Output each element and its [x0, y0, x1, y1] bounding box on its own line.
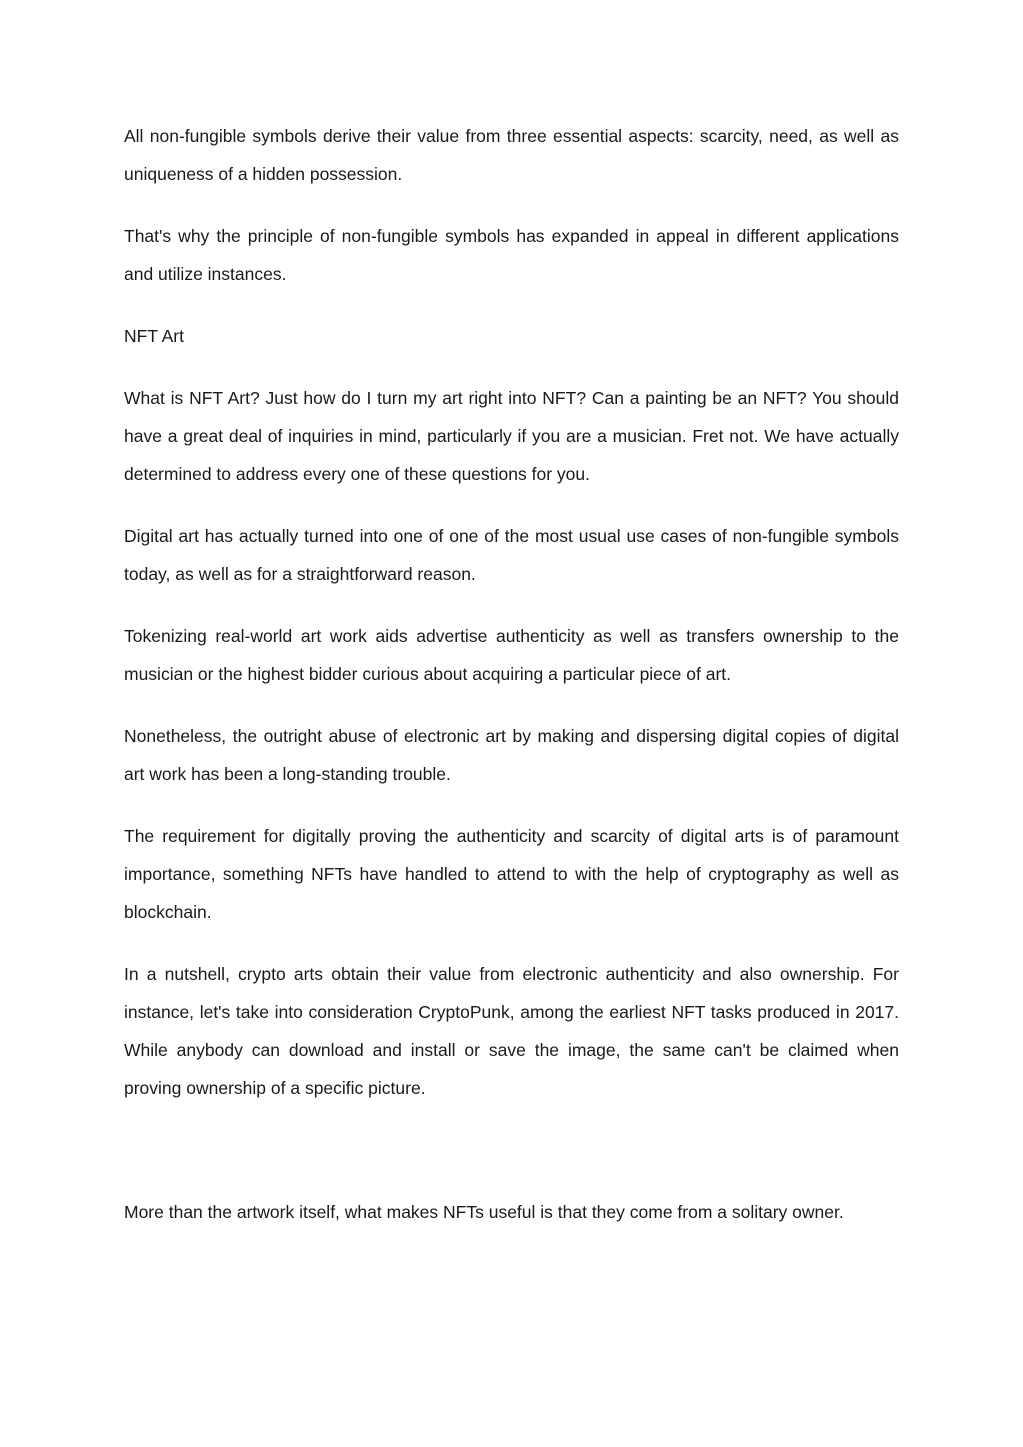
paragraph-principle-appeal: That's why the principle of non-fungible symbols has expanded in appeal in different applications and utilize instances.	[124, 226, 899, 284]
paragraph-abuse-of-art: Nonetheless, the outright abuse of electronic art by making and dispersing digital copies of digital art work has been a long-standing trouble.	[124, 726, 899, 784]
paragraph-value-aspects: All non-fungible symbols derive their value from three essential aspects: scarcity, need, as well as uniqueness of a hidden possession.	[124, 126, 899, 184]
document-body	[124, 117, 899, 1255]
paragraph-digital-art-use-case: Digital art has actually turned into one of one of the most usual use cases of non-fungible symbols today, as well as for a straightforward reason.	[124, 526, 899, 584]
section-heading-nft-art: NFT Art	[124, 326, 184, 346]
blank-spacer	[124, 1131, 899, 1193]
paragraph-solitary-owner: More than the artwork itself, what makes NFTs useful is that they come from a solitary owner.	[124, 1202, 844, 1222]
paragraph-tokenizing-art: Tokenizing real-world art work aids advertise authenticity as well as transfers ownership to the musician or the highest bidder curious about acquiring a particular piece of art.	[124, 626, 899, 684]
paragraph-authenticity-requirement: The requirement for digitally proving the authenticity and scarcity of digital arts is of paramount importance, something NFTs have handled to attend to with the help of cryptography as well as blockchain.	[124, 826, 899, 922]
paragraph-what-is-nft-art: What is NFT Art? Just how do I turn my art right into NFT? Can a painting be an NFT? You should have a great deal of inquiries in mind, particularly if you are a musician. Fret not. We have actually determined to address every one of these questions for you.	[124, 388, 899, 484]
paragraph-crypto-arts-value: In a nutshell, crypto arts obtain their value from electronic authenticity and also ownership. For instance, let's take into consideration CryptoPunk, among the earliest NFT tasks produced in 2017. While anybody can download and install or save the image, the same can't be claimed when proving ownership of a specific picture.	[124, 964, 899, 1098]
